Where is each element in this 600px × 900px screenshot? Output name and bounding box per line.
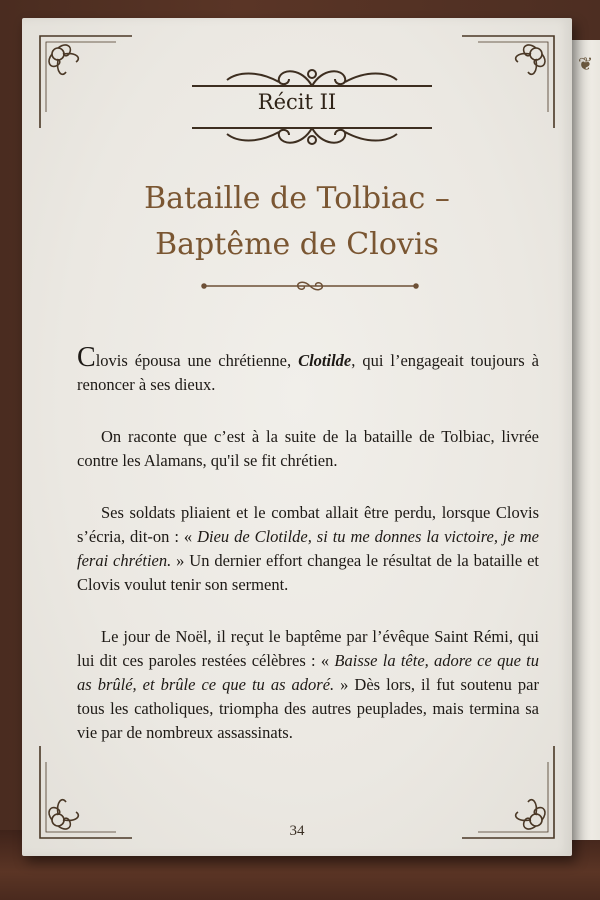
paragraph bbox=[77, 501, 539, 597]
story-number-heading: Récit II bbox=[257, 90, 337, 114]
facing-page-ornament-icon: ❦ bbox=[578, 54, 594, 75]
text-run: , qui l’engageait toujours à renoncer à ses dieux. bbox=[77, 351, 539, 394]
chapter-title bbox=[62, 176, 532, 268]
story-text bbox=[77, 342, 540, 773]
chapter-title-line: Baptême de Clovis bbox=[155, 227, 439, 262]
chapter-title-line: Bataille de Tolbiac – bbox=[144, 181, 450, 216]
quote: Dieu de Clotilde, si tu me donnes la victoire, je me ferai chrétien. bbox=[77, 527, 539, 570]
paragraph bbox=[77, 625, 539, 745]
paragraph bbox=[77, 342, 539, 397]
divider-flourish-icon bbox=[200, 278, 420, 294]
quote: Baisse la tête, adore ce que tu as brûlé, et brûle ce que tu as adoré. bbox=[77, 651, 540, 694]
scroll-flourish-icon bbox=[187, 122, 437, 152]
floral-corner-icon bbox=[36, 32, 136, 132]
page-number: 34 bbox=[289, 823, 305, 839]
facing-page-edge bbox=[568, 40, 600, 840]
floral-corner-icon bbox=[458, 32, 558, 132]
text-run: » Dès lors, il fut soutenu par tous les catholiques, triompha des autres peuplades, mais termina sa vie par de nombreux assassinats. bbox=[77, 675, 539, 742]
book-page bbox=[22, 18, 572, 856]
scroll-flourish-icon bbox=[187, 62, 437, 92]
text-run: » Un dernier effort changea le résultat de la bataille et Clovis voulut tenir son serment. bbox=[77, 551, 539, 594]
text-run: Le jour de Noël, il reçut le baptême par l’évêque Saint Rémi, qui lui dit ces paroles restées célèbres : « bbox=[77, 627, 539, 670]
text-run: lovis épousa une chrétienne, bbox=[95, 351, 299, 370]
paragraph: On raconte que c’est à la suite de la bataille de Tolbiac, livrée contre les Alamans, qu'il se fit chrétien. bbox=[77, 427, 539, 470]
text-run: Ses soldats pliaient et le combat allait être perdu, lorsque Clovis s’écria, dit-on : « bbox=[77, 503, 539, 546]
drop-cap: C bbox=[77, 342, 96, 373]
name-emphasis: Clotilde bbox=[298, 351, 352, 370]
